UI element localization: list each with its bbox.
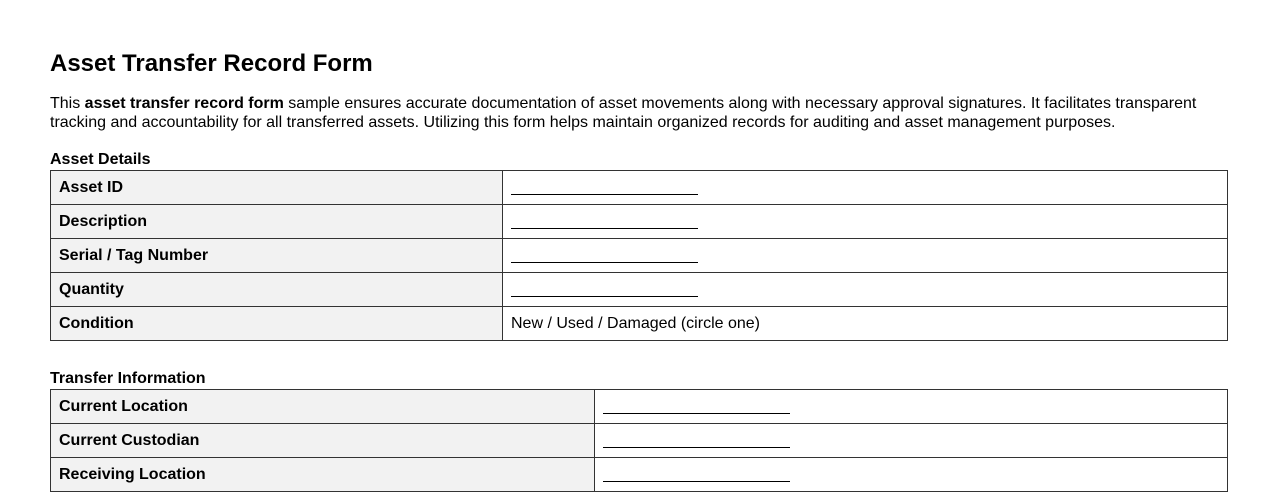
blank-line[interactable] <box>511 286 698 297</box>
table-row <box>51 390 1228 424</box>
blank-line[interactable] <box>603 437 790 448</box>
asset-id-field[interactable] <box>503 171 1228 205</box>
description-field[interactable] <box>503 205 1228 239</box>
asset-details-heading: Asset Details <box>50 151 151 168</box>
intro-paragraph <box>50 94 1200 132</box>
row-label: Asset ID <box>51 171 503 205</box>
serial-tag-field[interactable] <box>503 239 1228 273</box>
transfer-information-table <box>50 389 1228 492</box>
table-row <box>51 424 1228 458</box>
intro-prefix: This <box>50 95 85 112</box>
condition-options[interactable]: New / Used / Damaged (circle one) <box>503 307 1228 341</box>
page-title: Asset Transfer Record Form <box>50 50 373 77</box>
row-label: Current Location <box>51 390 595 424</box>
quantity-field[interactable] <box>503 273 1228 307</box>
intro-bold-text: asset transfer record form <box>84 95 284 112</box>
table-row <box>51 239 1228 273</box>
transfer-information-heading: Transfer Information <box>50 370 206 387</box>
intro-suffix: sample ensures accurate documentation of asset movements along with necessary approval signatures. It facilitates transparent tracking and accountability for all transferred assets. Utilizing this form helps maintain organized records for auditing and asset management purposes. <box>50 95 1197 131</box>
row-label: Description <box>51 205 503 239</box>
blank-line[interactable] <box>603 403 790 414</box>
table-row <box>51 273 1228 307</box>
table-row <box>51 205 1228 239</box>
blank-line[interactable] <box>603 471 790 482</box>
receiving-location-field[interactable] <box>595 458 1228 492</box>
row-label: Receiving Location <box>51 458 595 492</box>
current-location-field[interactable] <box>595 390 1228 424</box>
table-row <box>51 307 1228 341</box>
row-label: Serial / Tag Number <box>51 239 503 273</box>
current-custodian-field[interactable] <box>595 424 1228 458</box>
table-row <box>51 171 1228 205</box>
row-label: Current Custodian <box>51 424 595 458</box>
row-label: Quantity <box>51 273 503 307</box>
blank-line[interactable] <box>511 184 698 195</box>
row-label: Condition <box>51 307 503 341</box>
table-row <box>51 458 1228 492</box>
blank-line[interactable] <box>511 252 698 263</box>
asset-details-table <box>50 170 1228 341</box>
blank-line[interactable] <box>511 218 698 229</box>
